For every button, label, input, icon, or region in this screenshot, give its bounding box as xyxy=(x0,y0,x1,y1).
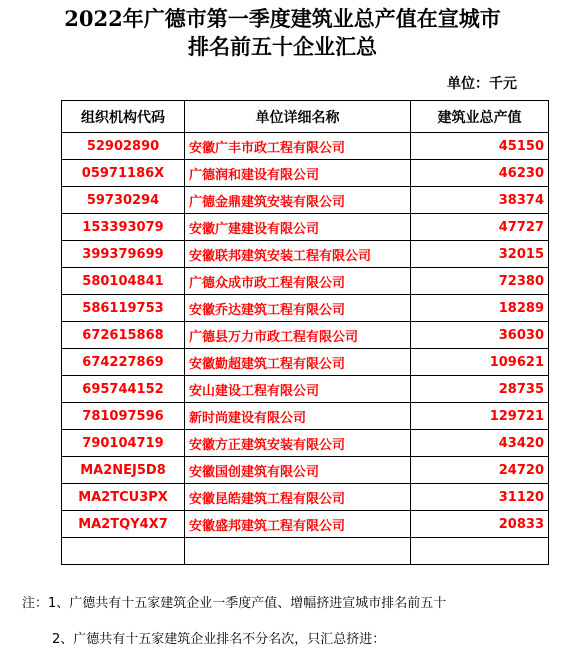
cell-name: 安徽广丰市政工程有限公司 xyxy=(185,133,411,160)
cell-name: 广德金鼎建筑安装有限公司 xyxy=(185,187,411,214)
cell-code: 59730294 xyxy=(62,187,185,214)
cell-code: 790104719 xyxy=(62,430,185,457)
unit-label: 单位：千元 xyxy=(447,76,517,92)
cell-code: 781097596 xyxy=(62,403,185,430)
cell-value: 109621 xyxy=(411,349,549,376)
cell-value: 31120 xyxy=(411,484,549,511)
table-row xyxy=(62,403,549,430)
cell-value: 47727 xyxy=(411,214,549,241)
empty-cell xyxy=(185,538,411,565)
table-row xyxy=(62,268,549,295)
table-header-row xyxy=(62,101,549,133)
cell-code: 672615868 xyxy=(62,322,185,349)
cell-code: MA2TQY4X7 xyxy=(62,511,185,538)
header-code: 组织机构代码 xyxy=(62,101,185,133)
table-row xyxy=(62,241,549,268)
cell-name: 安徽昆皓建筑工程有限公司 xyxy=(185,484,411,511)
table-row xyxy=(62,322,549,349)
cell-code: 580104841 xyxy=(62,268,185,295)
cell-name: 安徽广建建设有限公司 xyxy=(185,214,411,241)
table-row xyxy=(62,511,549,538)
cell-name: 安徽联邦建筑安装工程有限公司 xyxy=(185,241,411,268)
page-title-line1: 2022年广德市第一季度建筑业总产值在宣城市 xyxy=(64,6,501,31)
cell-name: 安徽方正建筑安装有限公司 xyxy=(185,430,411,457)
table-row xyxy=(62,160,549,187)
table-row xyxy=(62,484,549,511)
cell-code: 05971186X xyxy=(62,160,185,187)
notes xyxy=(22,595,446,667)
note-2: 2、广德共有十五家建筑企业排名不分名次，只汇总挤进： xyxy=(52,632,386,647)
header-name: 单位详细名称 xyxy=(185,101,411,133)
cell-code: 399379699 xyxy=(62,241,185,268)
cell-value: 24720 xyxy=(411,457,549,484)
cell-value: 36030 xyxy=(411,322,549,349)
cell-value: 72380 xyxy=(411,268,549,295)
cell-value: 129721 xyxy=(411,403,549,430)
cell-name: 安徽勤超建筑工程有限公司 xyxy=(185,349,411,376)
enterprise-table xyxy=(61,100,549,565)
table-body xyxy=(62,133,549,565)
cell-name: 安徽国创建筑有限公司 xyxy=(185,457,411,484)
table-row xyxy=(62,187,549,214)
cell-code: 52902890 xyxy=(62,133,185,160)
cell-name: 安徽乔达建筑工程有限公司 xyxy=(185,295,411,322)
empty-cell xyxy=(62,538,185,565)
table-row xyxy=(62,376,549,403)
cell-name: 广德县万力市政工程有限公司 xyxy=(185,322,411,349)
cell-value: 45150 xyxy=(411,133,549,160)
cell-value: 18289 xyxy=(411,295,549,322)
cell-code: MA2NEJ5D8 xyxy=(62,457,185,484)
page-title-line2: 排名前五十企业汇总 xyxy=(188,34,377,59)
cell-name: 广德众成市政工程有限公司 xyxy=(185,268,411,295)
cell-value: 38374 xyxy=(411,187,549,214)
cell-code: MA2TCU3PX xyxy=(62,484,185,511)
table-row xyxy=(62,133,549,160)
table-row xyxy=(62,430,549,457)
cell-value: 43420 xyxy=(411,430,549,457)
table-row xyxy=(62,214,549,241)
empty-row xyxy=(62,538,549,565)
cell-name: 新时尚建设有限公司 xyxy=(185,403,411,430)
cell-code: 153393079 xyxy=(62,214,185,241)
empty-cell xyxy=(411,538,549,565)
cell-value: 28735 xyxy=(411,376,549,403)
cell-name: 广德润和建设有限公司 xyxy=(185,160,411,187)
cell-value: 20833 xyxy=(411,511,549,538)
cell-code: 674227869 xyxy=(62,349,185,376)
cell-code: 586119753 xyxy=(62,295,185,322)
cell-value: 32015 xyxy=(411,241,549,268)
table-row xyxy=(62,457,549,484)
note-1: 注：1、广德共有十五家建筑企业一季度产值、增幅挤进宣城市排名前五十 xyxy=(22,596,447,611)
cell-name: 安山建设工程有限公司 xyxy=(185,376,411,403)
cell-code: 695744152 xyxy=(62,376,185,403)
table-row xyxy=(62,295,549,322)
table-row xyxy=(62,349,549,376)
cell-value: 46230 xyxy=(411,160,549,187)
cell-name: 安徽盛邦建筑工程有限公司 xyxy=(185,511,411,538)
header-value: 建筑业总产值 xyxy=(411,101,549,133)
